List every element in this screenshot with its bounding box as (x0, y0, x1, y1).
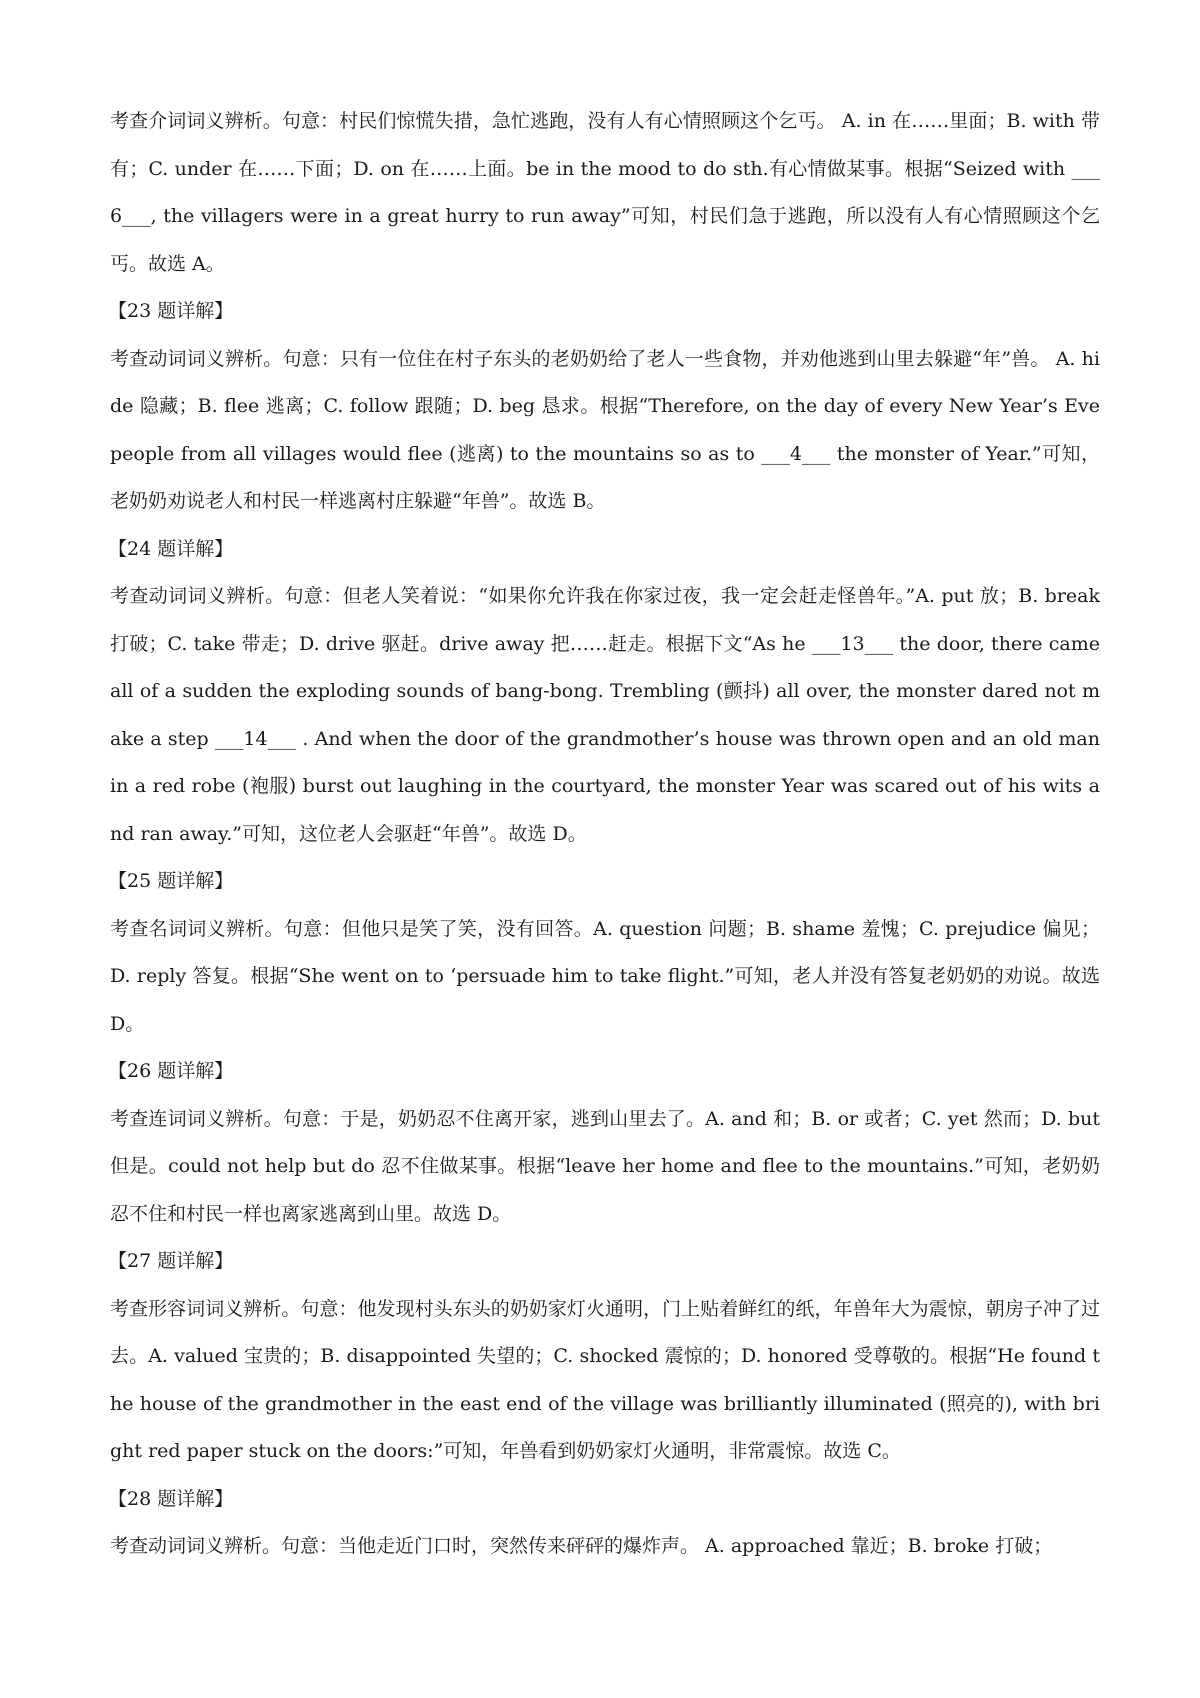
heading-q24: 【24 题详解】 (108, 537, 234, 560)
document-page (110, 98, 1100, 1571)
heading-q27: 【27 题详解】 (108, 1250, 234, 1272)
heading-q26: 【26 题详解】 (108, 1060, 234, 1082)
heading-q28: 【28 题详解】 (108, 1487, 234, 1510)
paragraph-q28-explanation: 考查动词词义辨析。句意：当他走近门口时，突然传来砰砰的爆炸声。 A. approached 靠近；B. broke 打破； (110, 1535, 1053, 1557)
paragraph-q24-explanation: 考查动词词义辨析。句意：但老人笑着说：“如果你允许我在你家过夜，我一定会赶走怪兽年。”A. put 放；B. break 打破；C. take 带走；D. drive 驱赶。drive away 把……赶走。根据下文“As he ___13___ the door, there came all of a sudden the exploding sounds of bang-bong. Trembling (颤抖) all over, the monster dared not make a step ___14___ . And when the door of the grandmother’s house was thrown open and an old man in a red robe (袍服) burst out laughing in the courtyard, the monster Year was scared out of his wits and ran away.”可知，这位老人会驱赶“年兽”。故选 D。 (110, 585, 1100, 845)
paragraph-q26-explanation: 考查连词词义辨析。句意：于是，奶奶忍不住离开家，逃到山里去了。A. and 和；B. or 或者；C. yet 然而；D. but 但是。could not help but do 忍不住做某事。根据“leave her home and flee to the mountains.”可知，老奶奶忍不住和村民一样也离家逃离到山里。故选 D。 (110, 1107, 1100, 1225)
paragraph-q27-explanation: 考查形容词词义辨析。句意：他发现村头东头的奶奶家灯火通明，门上贴着鲜红的纸，年兽年大为震惊，朝房子冲了过去。A. valued 宝贵的；B. disappointed 失望的；C. shocked 震惊的；D. honored 受尊敬的。根据“He found the house of the grandmother in the east end of the village was brilliantly illuminated (照亮的), with bright red paper stuck on the doors:”可知，年兽看到奶奶家灯火通明，非常震惊。故选 C。 (110, 1297, 1100, 1462)
heading-q25: 【25 题详解】 (108, 870, 234, 892)
heading-q23: 【23 题详解】 (108, 300, 234, 322)
paragraph-q23-explanation: 考查动词词义辨析。句意：只有一位住在村子东头的老奶奶给了老人一些食物，并劝他逃到山里去躲避“年”兽。 A. hide 隐藏；B. flee 逃离；C. follow 跟随；D. beg 恳求。根据“Therefore, on the day of every New Year’s Eve people from all villages would flee (逃离) to the mountains so as to ___4___ the monster of Year.”可知，老奶奶劝说老人和村民一样逃离村庄躲避“年兽”。故选 B。 (110, 347, 1100, 512)
paragraph-q25-explanation: 考查名词词义辨析。句意：但他只是笑了笑，没有回答。A. question 问题；B. shame 羞愧；C. prejudice 偏见；D. reply 答复。根据“She went on to ‘persuade him to take flight.”可知，老人并没有答复老奶奶的劝说。故选 D。 (110, 917, 1100, 1035)
paragraph-q22-explanation: 考查介词词义辨析。句意：村民们惊慌失措，急忙逃跑，没有人有心情照顾这个乞丐。 A. in 在……里面；B. with 带有；C. under 在……下面；D. on 在……上面。be in the mood to do sth.有心情做某事。根据“Seized with ___6___, the villagers were in a great hurry to run away”可知，村民们急于逃跑，所以没有人有心情照顾这个乞丐。故选 A。 (110, 110, 1100, 275)
